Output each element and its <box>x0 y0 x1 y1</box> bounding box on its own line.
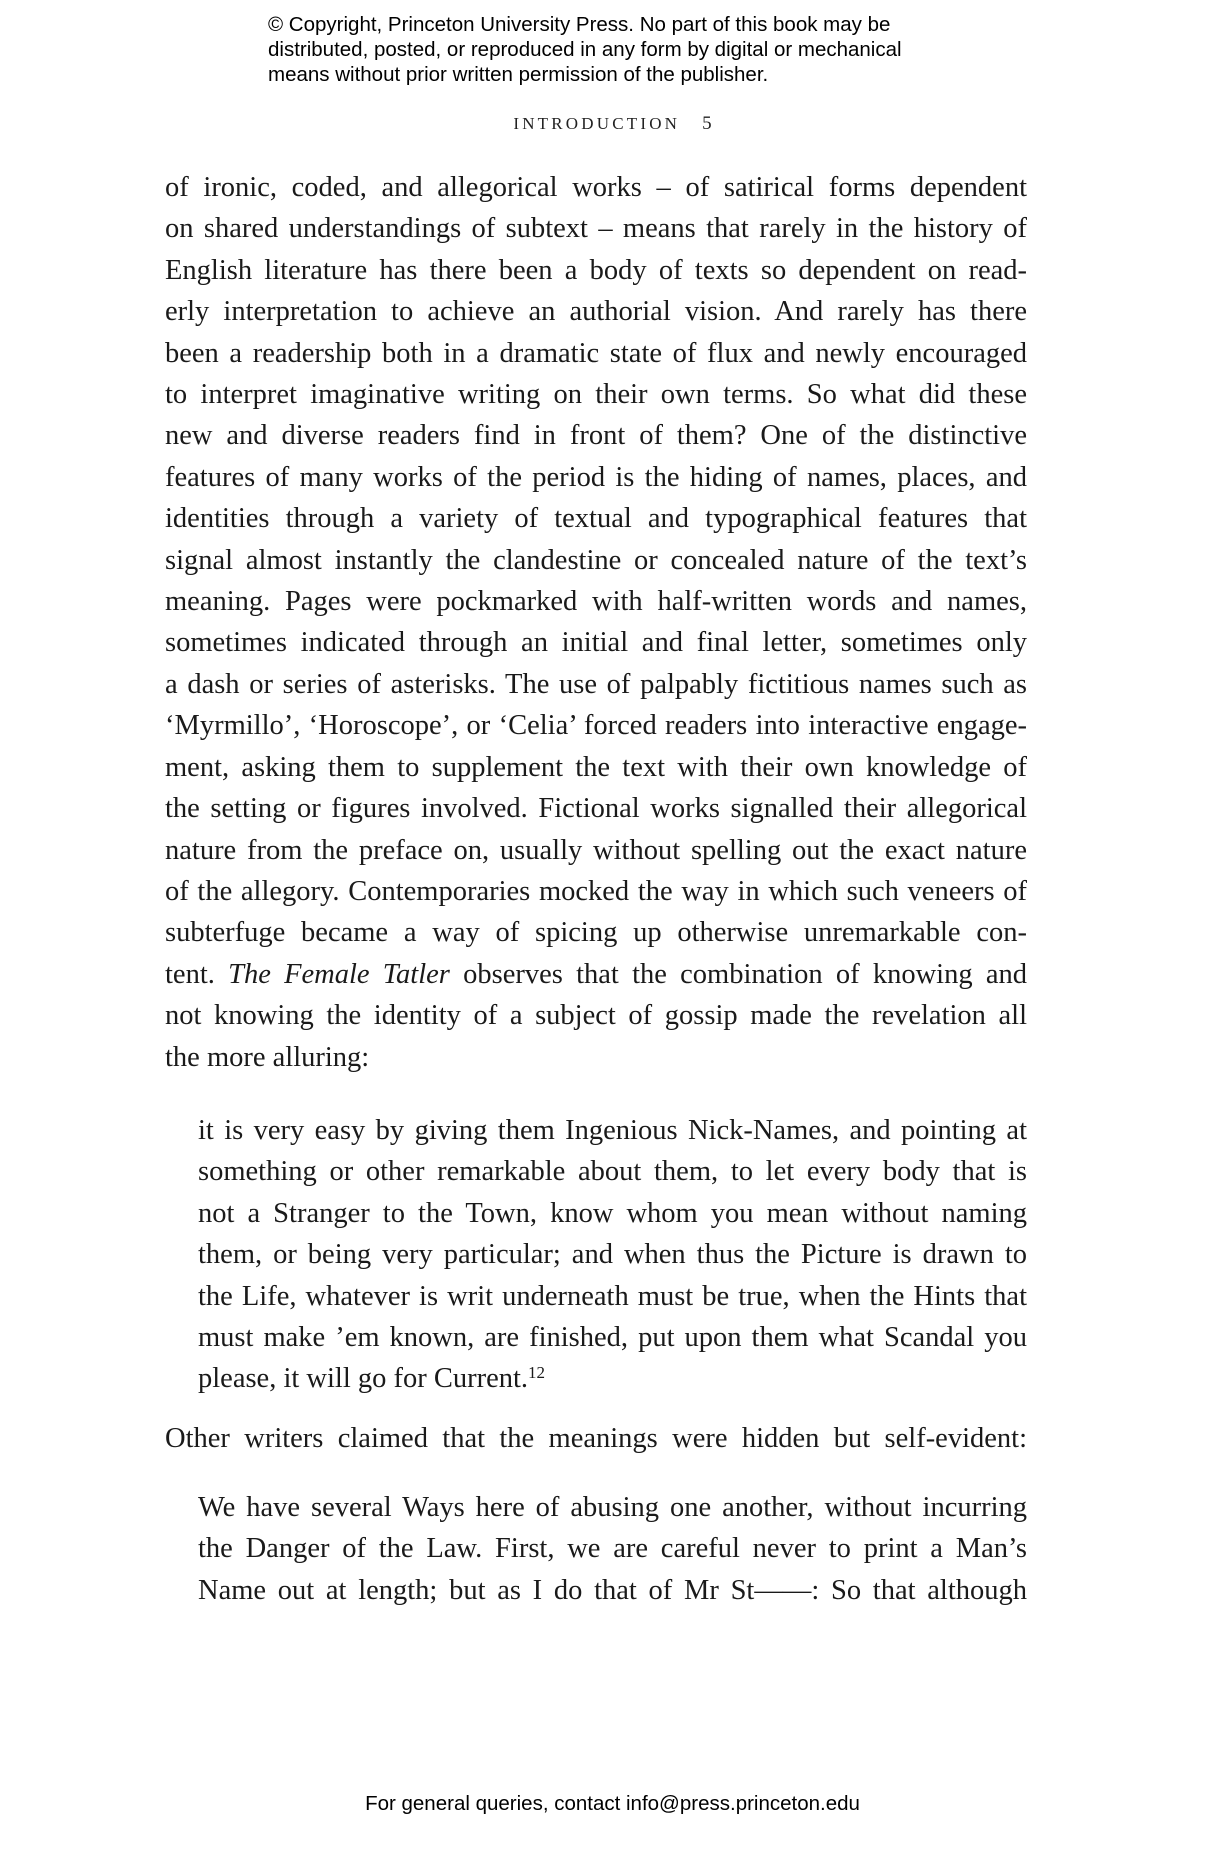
text-line: on shared understandings of subtext – means that rarely in the history of <box>165 213 1027 245</box>
copyright-line: distributed, posted, or reproduced in any form by digital or mechanical <box>268 38 902 61</box>
text-line: signal almost instantly the clandestine or concealed nature of the text’s <box>165 544 1027 576</box>
text-line: Name out at length; but as I do that of Mr St——: So that although <box>198 1574 1027 1606</box>
text-line: meaning. Pages were pockmarked with half-written words and names, <box>165 586 1027 618</box>
footer-contact: For general queries, contact info@press.princeton.edu <box>365 1792 860 1815</box>
text-line: of ironic, coded, and allegorical works – of satirical forms dependent <box>165 172 1027 203</box>
text-line: a dash or series of asterisks. The use of palpably fictitious names such as <box>165 668 1027 700</box>
text-line: been a readership both in a dramatic state of flux and newly encouraged <box>165 337 1027 369</box>
body-paragraph <box>165 1418 1027 1459</box>
text-line: them, or being very particular; and when thus the Picture is drawn to <box>198 1239 1027 1271</box>
footnote-marker[interactable]: 12 <box>528 1363 546 1383</box>
text-line: to interpret imaginative writing on their own terms. So what did these <box>165 379 1027 411</box>
text-line: not knowing the identity of a subject of gossip made the revelation all <box>165 1000 1027 1032</box>
text-line: the more alluring: <box>165 1041 370 1073</box>
text-segment: tent. <box>165 958 229 990</box>
copyright-line: © Copyright, Princeton University Press. No part of this book may be <box>268 13 891 36</box>
chapter-title: INTRODUCTION <box>513 114 681 133</box>
text-line: English literature has there been a body of texts so dependent on read- <box>165 254 1027 286</box>
text-line: Other writers claimed that the meanings were hidden but self-evident: <box>165 1423 1027 1454</box>
text-line: the Danger of the Law. First, we are careful never to print a Man’s <box>198 1533 1027 1565</box>
book-title: The Female Tatler <box>228 958 450 990</box>
text-segment: observes that the combination of knowing and <box>449 958 1027 990</box>
text-line: features of many works of the period is the hiding of names, places, and <box>165 461 1027 493</box>
text-line <box>198 1358 1027 1399</box>
body-paragraph <box>165 167 1027 1078</box>
text-line: We have several Ways here of abusing one another, without incurring <box>198 1492 1027 1523</box>
text-line: ment, asking them to supplement the text with their own knowledge of <box>165 751 1027 783</box>
text-line: identities through a variety of textual and typographical features that <box>165 503 1027 535</box>
text-line: new and diverse readers find in front of them? One of the distinctive <box>165 420 1027 452</box>
text-line: erly interpretation to achieve an authorial vision. And rarely has there <box>165 296 1027 328</box>
text-line: something or other remarkable about them, to let every body that is <box>198 1156 1027 1188</box>
text-line: sometimes indicated through an initial and final letter, sometimes only <box>165 627 1027 659</box>
copyright-line: means without prior written permission of the publisher. <box>268 63 769 86</box>
text-line: the Life, whatever is writ underneath must be true, when the Hints that <box>198 1280 1027 1312</box>
text-line: it is very easy by giving them Ingenious Nick-Names, and pointing at <box>198 1115 1027 1146</box>
text-line: ‘Myrmillo’, ‘Horoscope’, or ‘Celia’ forced readers into interactive engage- <box>165 710 1027 742</box>
page-number: 5 <box>702 113 712 134</box>
text-line: of the allegory. Contemporaries mocked the way in which such veneers of <box>165 875 1027 907</box>
text-line: not a Stranger to the Town, know whom you mean without naming <box>198 1197 1027 1229</box>
text-line: the setting or figures involved. Fictional works signalled their allegorical <box>165 793 1027 825</box>
text-line: subterfuge became a way of spicing up otherwise unremarkable con- <box>165 917 1027 949</box>
block-quote <box>198 1110 1027 1400</box>
text-line: must make ’em known, are finished, put upon them what Scandal you <box>198 1322 1027 1354</box>
running-head <box>0 113 1225 135</box>
copyright-notice <box>268 12 902 87</box>
text-line: nature from the preface on, usually without spelling out the exact nature <box>165 834 1027 866</box>
text-segment: please, it will go for Current. <box>198 1363 529 1395</box>
text-line <box>165 954 1027 995</box>
block-quote <box>198 1487 1027 1611</box>
